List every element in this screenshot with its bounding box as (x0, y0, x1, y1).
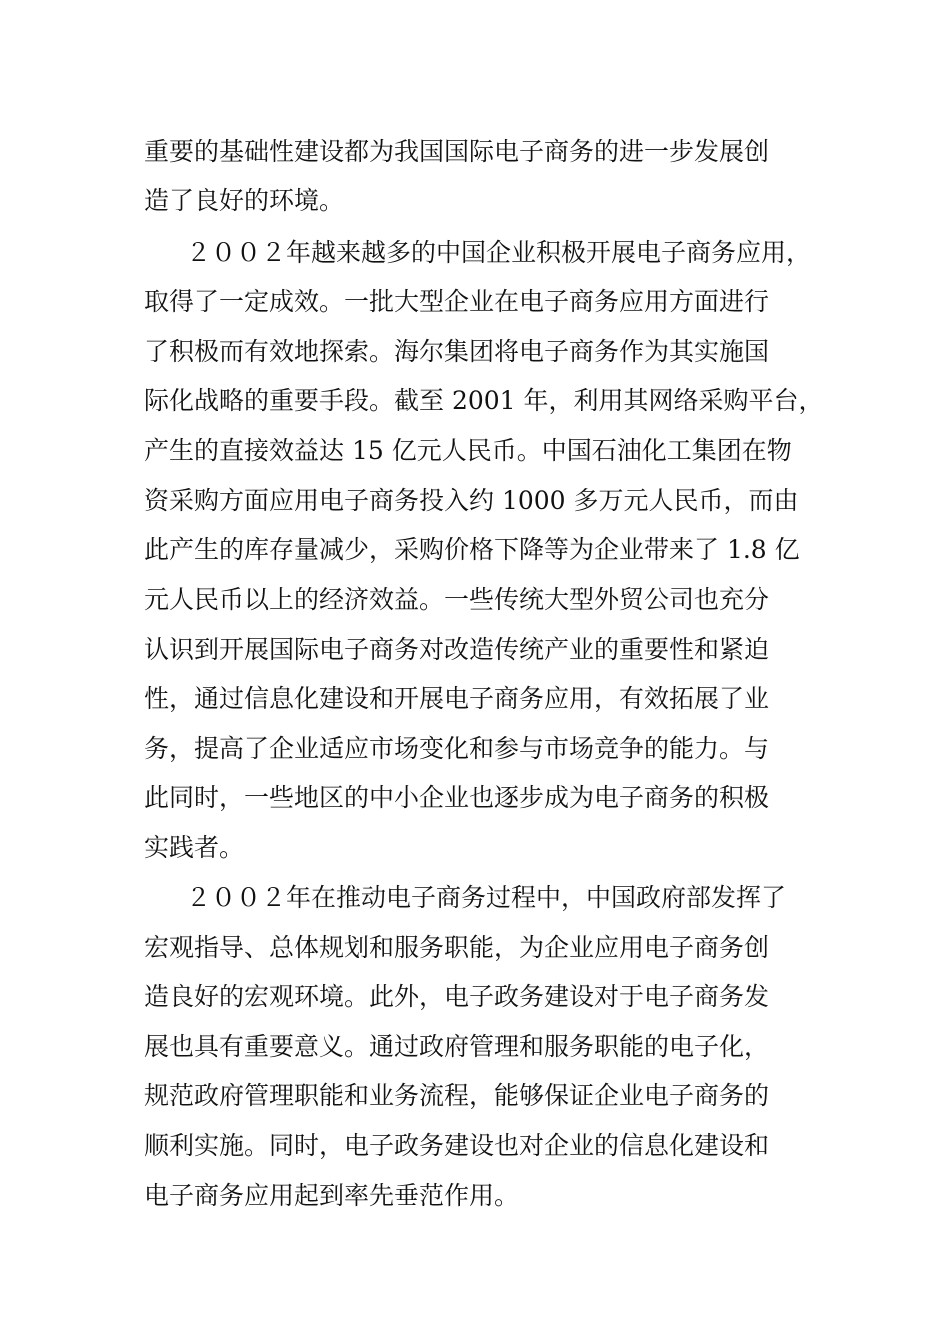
text-line: 了积极而有效地探索。海尔集团将电子商务作为其实施国 (144, 337, 770, 366)
text-line: 务，提高了企业适应市场变化和参与市场竞争的能力。与 (144, 734, 770, 763)
text-line: ２００２年在推动电子商务过程中，中国政府部发挥了 (186, 883, 787, 912)
text-line: 产生的直接效益达 15 亿元人民币。中国石油化工集团在物 (144, 436, 792, 465)
text-line: 元人民币以上的经济效益。一些传统大型外贸公司也充分 (144, 585, 770, 614)
text-line: ２００２年越来越多的中国企业积极开展电子商务应用， (186, 238, 812, 267)
text-line: 造了良好的环境。 (144, 186, 345, 215)
text-line: 实践者。 (144, 833, 245, 862)
text-line: 规范政府管理职能和业务流程，能够保证企业电子商务的 (144, 1081, 770, 1110)
text-line: 电子商务应用起到率先垂范作用。 (144, 1181, 520, 1210)
text-line: 顺利实施。同时，电子政务建设也对企业的信息化建设和 (144, 1131, 770, 1160)
text-line: 际化战略的重要手段。截至 2001 年，利用其网络采购平台， (144, 386, 824, 415)
text-line: 宏观指导、总体规划和服务职能，为企业应用电子商务创 (144, 933, 770, 962)
text-line: 重要的基础性建设都为我国国际电子商务的进一步发展创 (144, 137, 770, 166)
text-line: 认识到开展国际电子商务对改造传统产业的重要性和紧迫 (144, 635, 770, 664)
text-line: 资采购方面应用电子商务投入约 1000 多万元人民币，而由 (144, 486, 799, 515)
text-line: 此同时，一些地区的中小企业也逐步成为电子商务的积极 (144, 783, 770, 812)
text-line: 此产生的库存量减少，采购价格下降等为企业带来了 1.8 亿 (144, 535, 800, 564)
text-line: 性，通过信息化建设和开展电子商务应用，有效拓展了业 (144, 684, 770, 713)
text-line: 造良好的宏观环境。此外，电子政务建设对于电子商务发 (144, 982, 770, 1011)
text-line: 取得了一定成效。一批大型企业在电子商务应用方面进行 (144, 287, 770, 316)
text-line: 展也具有重要意义。通过政府管理和服务职能的电子化， (144, 1032, 770, 1061)
